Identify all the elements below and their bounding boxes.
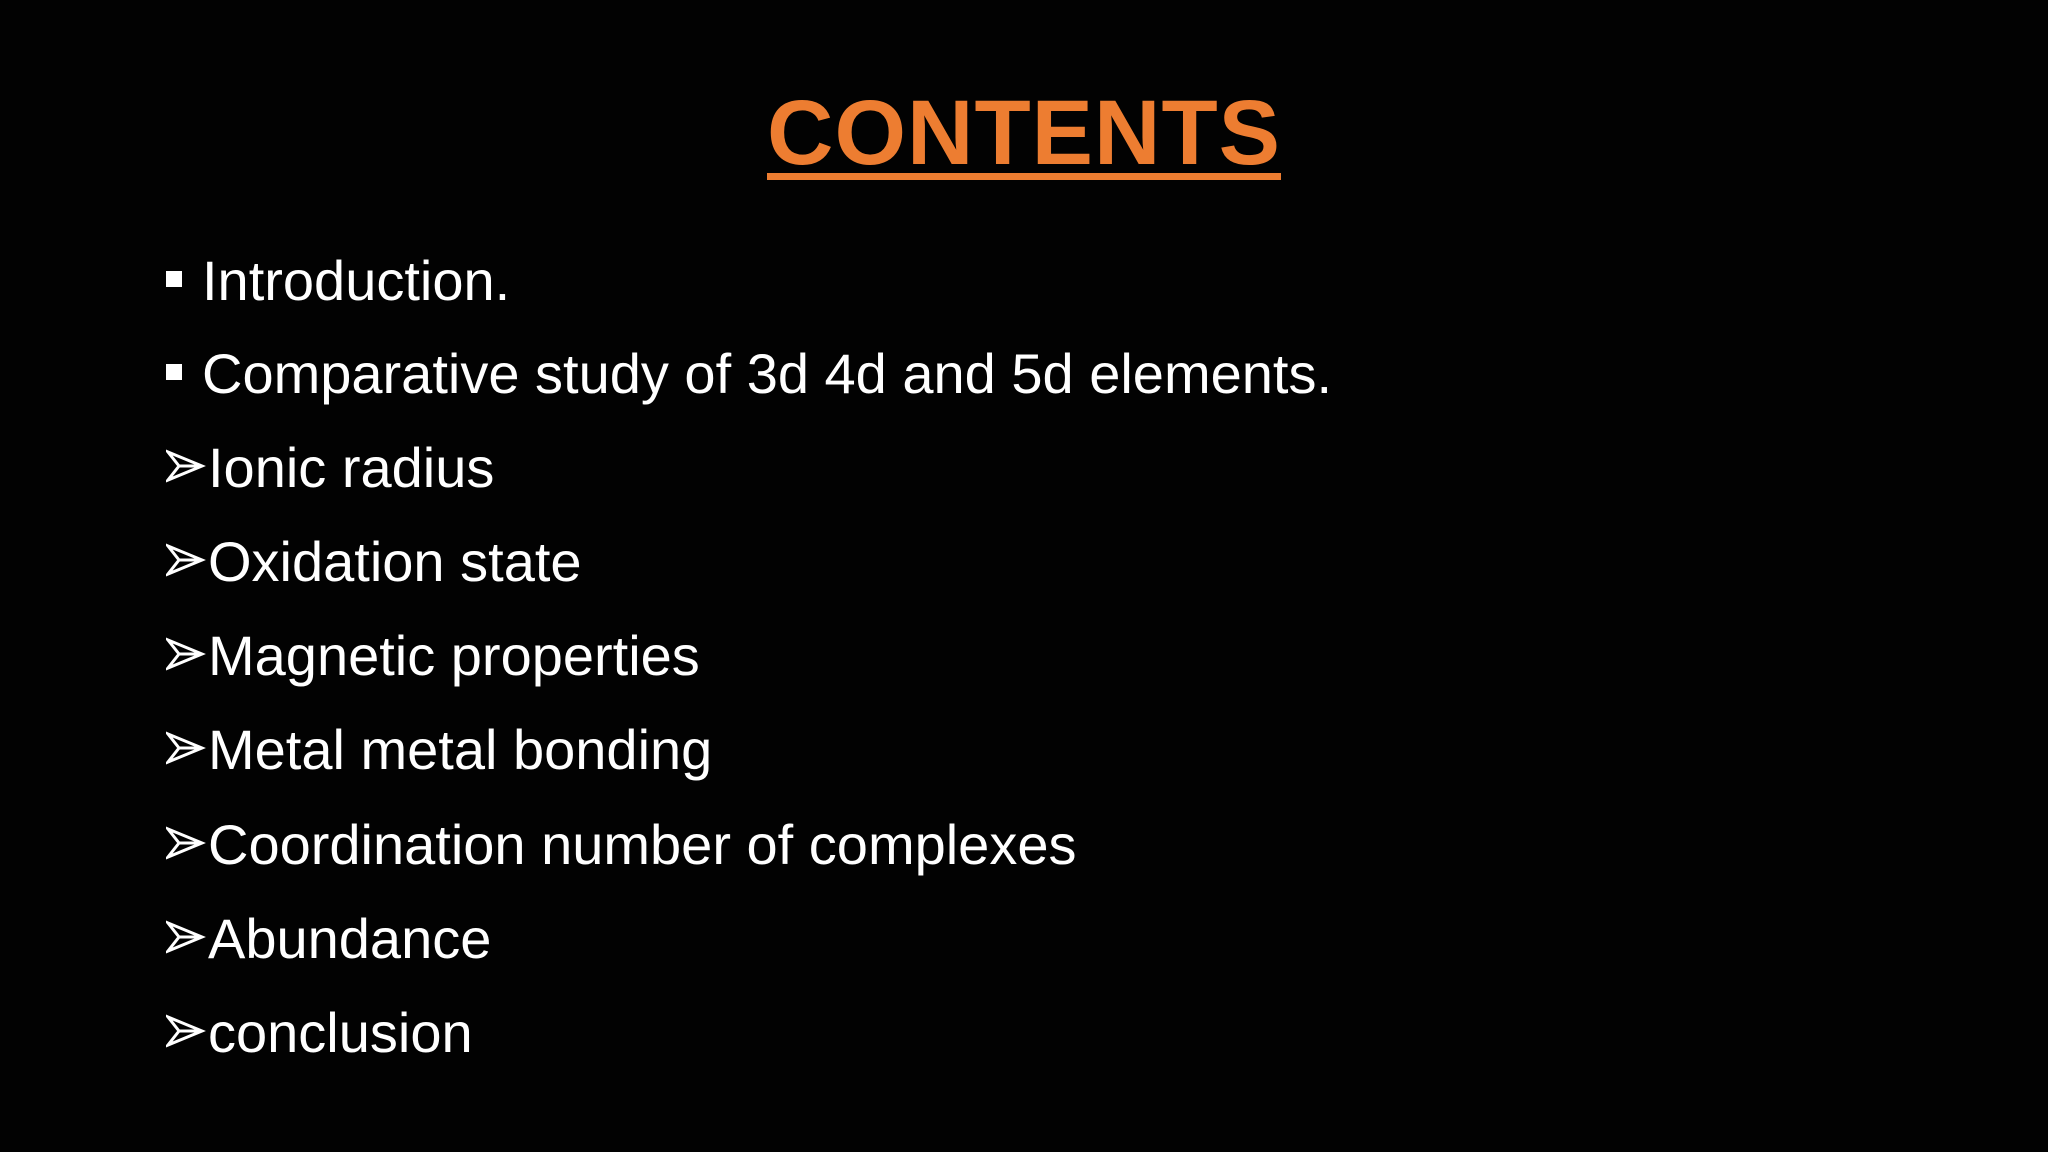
slide-title: CONTENTS	[767, 82, 1281, 184]
list-item	[166, 436, 494, 500]
list-item-text: Comparative study of 3d 4d and 5d elements.	[202, 342, 1333, 405]
list-item-text: Coordination number of complexes	[208, 813, 1077, 876]
list-item	[166, 1001, 473, 1065]
list-item	[166, 342, 1332, 406]
list-item	[166, 907, 491, 971]
arrow-bullet-icon	[166, 731, 206, 765]
list-item-text: Magnetic properties	[208, 624, 700, 687]
arrow-bullet-icon	[166, 449, 206, 483]
square-bullet-icon	[166, 271, 182, 287]
list-item-text: Introduction.	[202, 249, 511, 312]
list-item	[166, 530, 582, 594]
list-item-text: Abundance	[208, 907, 492, 970]
list-item-text: Oxidation state	[208, 530, 582, 593]
list-item	[166, 249, 510, 313]
arrow-bullet-icon	[166, 920, 206, 954]
list-item	[166, 624, 700, 688]
square-bullet-icon	[166, 364, 182, 380]
list-item-text: Metal metal bonding	[208, 718, 713, 781]
arrow-bullet-icon	[166, 1014, 206, 1048]
list-item	[166, 813, 1076, 877]
arrow-bullet-icon	[166, 543, 206, 577]
list-item-text: Ionic radius	[208, 436, 495, 499]
list-item-text: conclusion	[208, 1001, 473, 1064]
list-item	[166, 718, 712, 782]
arrow-bullet-icon	[166, 826, 206, 860]
arrow-bullet-icon	[166, 637, 206, 671]
